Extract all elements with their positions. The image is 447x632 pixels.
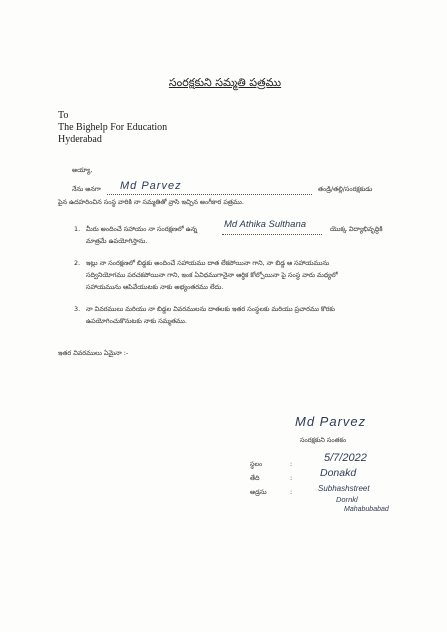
item2-line1: ఇట్లు నా సంరక్షణలో బిడ్డకు అందించే సహాయము దాత లేకపోయినా గాని, నా బిడ్డ ఆ సహాయమును <box>86 259 330 267</box>
organization-name: The Bighelp For Education <box>58 122 168 133</box>
item1-text-end: మాత్రమే ఉపయోగిస్తాను. <box>86 237 148 245</box>
guardian-relation-label: తండ్రి/తల్లి/సంరక్షకుడు <box>318 185 373 193</box>
item3-line2: ఉపయోగించుకొనుటకు నాకు సమ్మతము. <box>86 317 187 325</box>
other-details-label: ఇతర వివరములు ఏమైనా :- <box>58 349 129 357</box>
address-line1-handwritten: Subhashstreet <box>318 484 370 493</box>
address-label: అడ్రసు <box>250 488 267 496</box>
child-name-handwritten: Md Athika Sulthana <box>224 219 307 230</box>
date-label: తేది <box>250 474 260 482</box>
date-handwritten: 5/7/2022 <box>324 452 367 464</box>
item-number-3: 3. <box>74 305 81 313</box>
intro-sentence: పైన ఉదహరించిన సంస్థ వారికి నా సమ్మతితో వ్రాసి ఇచ్చిన అంగీకార పత్రము. <box>58 198 244 206</box>
address-line2-handwritten: Dornkl <box>336 495 358 504</box>
item-number-1: 1. <box>74 225 81 233</box>
letter-title: సంరక్షకుని సమ్మతి పత్రము <box>168 76 282 89</box>
date-colon: : <box>290 474 293 482</box>
place-handwritten: Donakd <box>320 467 357 479</box>
place-colon: : <box>290 460 293 468</box>
item1-text-mid: యొక్క విద్యాభివృద్ధికి <box>330 225 383 233</box>
address-line3-handwritten: Mahabubabad <box>344 506 389 513</box>
item1-text-start: మీరు అందించే సహాయం నా సంరక్షణలో ఉన్న <box>86 225 198 233</box>
organization-city: Hyderabad <box>58 134 102 145</box>
item2-line2: సద్వినియోగము పరచకపోయినా గాని, ఇంక ఏవిధముగానైనా ఆర్థిక కోల్పోయినా పై సంస్థ వారు మధ్యలో <box>86 271 338 279</box>
address-colon: : <box>290 488 293 496</box>
item2-line3: సహాయమును ఆపివేయుటకు నాకు అభ్యంతరము లేదు. <box>86 283 224 291</box>
guardian-line-prefix: నేను అనగా <box>72 185 101 193</box>
item3-line1: నా వివరములు మరియు నా బిడ్డల వివరములను దాతలకు ఇతర సంస్థలకు మరియు ప్రచారము కొరకు <box>86 305 335 313</box>
place-label: స్థలం <box>250 460 263 468</box>
item-number-2: 2. <box>74 259 81 267</box>
salutation: అయ్యా, <box>72 166 93 174</box>
guardian-signature-label: సంరక్షకుని సంతకం <box>300 436 347 444</box>
guardian-signature-handwritten: Md Parvez <box>295 414 367 429</box>
to-label: To <box>58 110 69 121</box>
guardian-name-handwritten: Md Parvez <box>120 180 182 192</box>
